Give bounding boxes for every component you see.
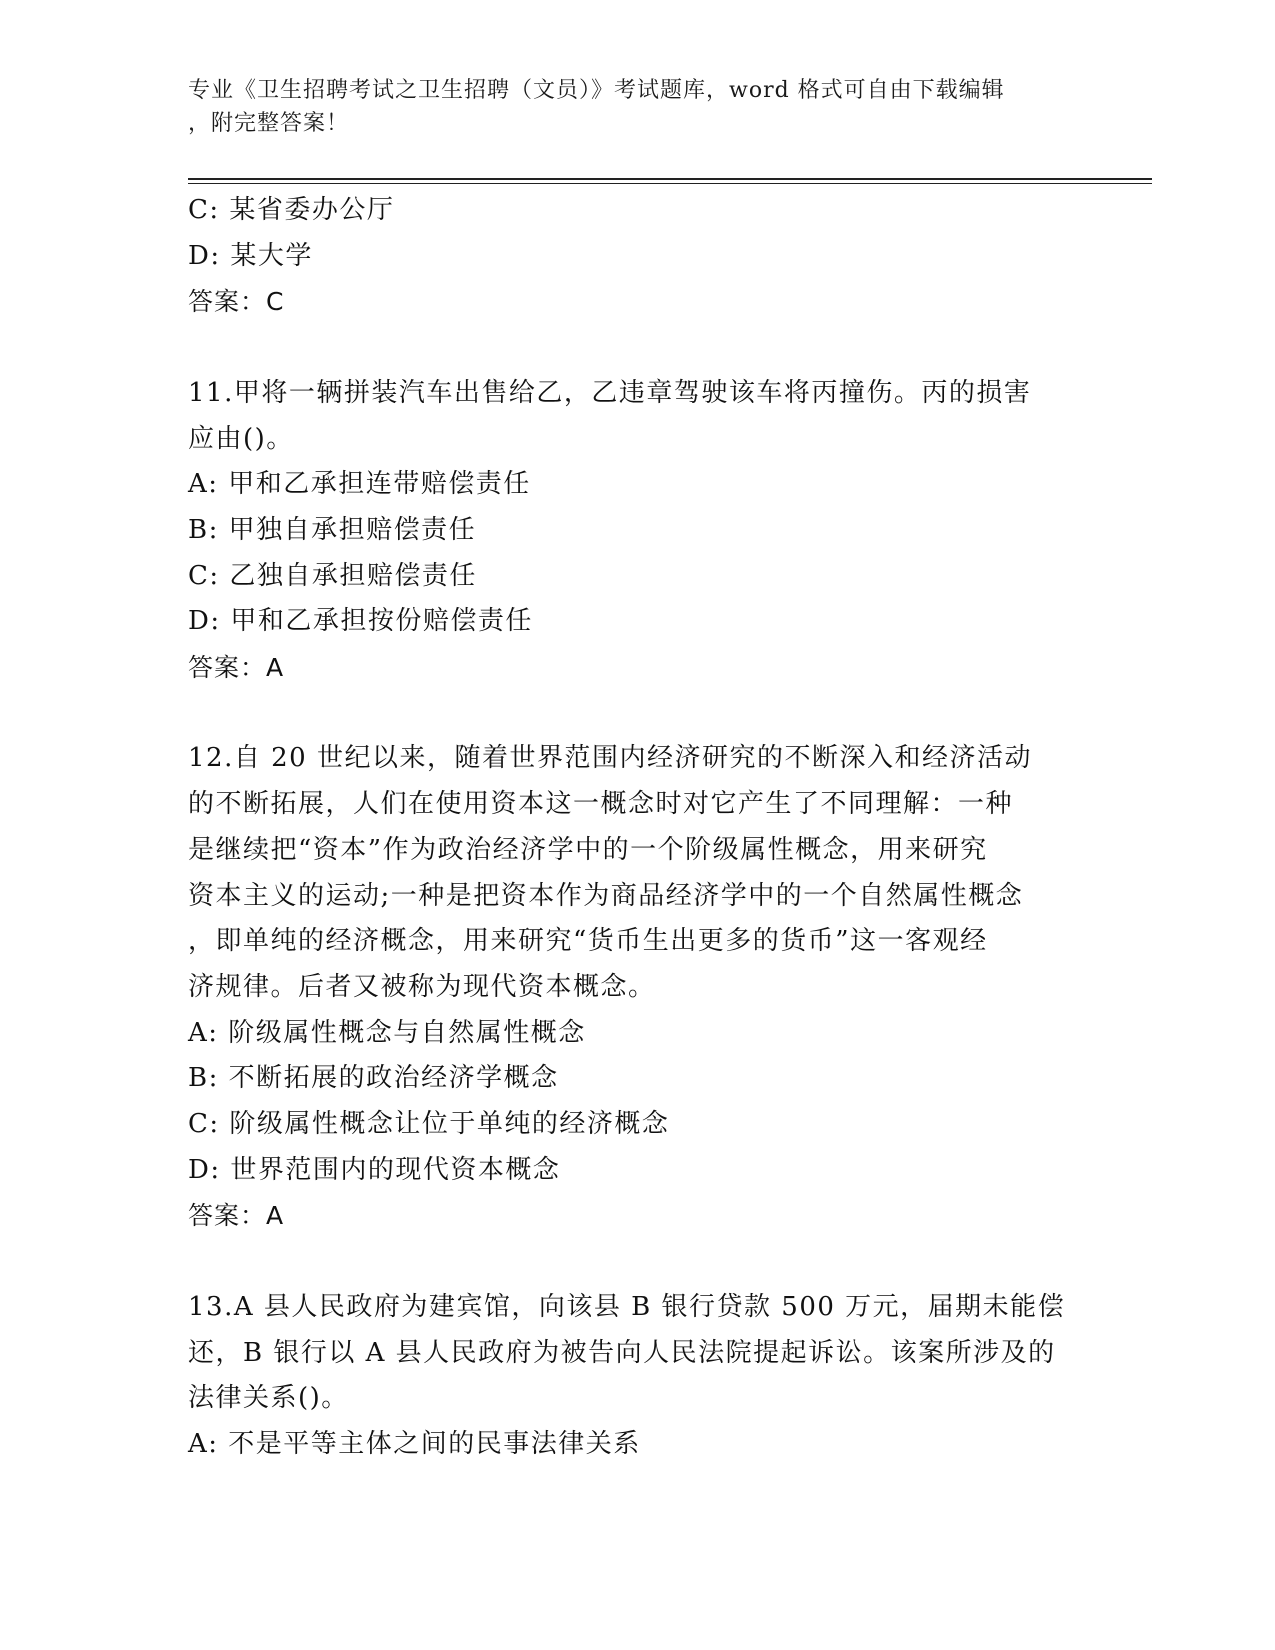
header-line-2: ，附完整答案！ [188, 111, 350, 136]
question-12 [188, 736, 1088, 1239]
option-a: A: 甲和乙承担连带赔偿责任 [188, 469, 531, 500]
spacer [188, 1239, 1088, 1285]
question-text-line: 济规律。后者又被称为现代资本概念。 [188, 971, 656, 1002]
document-header [188, 74, 1078, 140]
spacer [188, 325, 1088, 371]
question-text-line: 12.自 20 世纪以来，随着世界范围内经济研究的不断深入和经济活动 [188, 743, 1032, 774]
answer-label: 答案：A [188, 1201, 285, 1231]
header-divider-thick [188, 178, 1152, 180]
question-list [188, 188, 1088, 1468]
option-a: A: 不是平等主体之间的民事法律关系 [188, 1428, 641, 1459]
option-b: B: 甲独自承担赔偿责任 [188, 514, 477, 545]
option-c: C: 乙独自承担赔偿责任 [188, 560, 477, 591]
question-11 [188, 371, 1088, 691]
option-c: C: 某省委办公厅 [188, 195, 395, 225]
question-text-line: 的不断拓展，人们在使用资本这一概念时对它产生了不同理解：一种 [188, 789, 1014, 820]
question-text-line: 11.甲将一辆拼装汽车出售给乙，乙违章驾驶该车将丙撞伤。丙的损害 [188, 377, 1032, 408]
question-text-line: 应由()。 [188, 423, 294, 454]
question-text-line: 资本主义的运动;一种是把资本作为商品经济学中的一个自然属性概念 [188, 880, 1024, 911]
spacer [188, 691, 1088, 737]
question-text-line: 法律关系()。 [188, 1383, 349, 1414]
option-b: B: 不断拓展的政治经济学概念 [188, 1063, 559, 1094]
question-text-line: 13.A 县人民政府为建宾馆，向该县 B 银行贷款 500 万元，届期未能偿 [188, 1291, 1066, 1322]
option-a: A: 阶级属性概念与自然属性概念 [188, 1017, 586, 1048]
option-d: D: 某大学 [188, 240, 313, 271]
option-d: D: 世界范围内的现代资本概念 [188, 1154, 561, 1185]
option-d: D: 甲和乙承担按份赔偿责任 [188, 606, 533, 637]
question-text-line: ，即单纯的经济概念，用来研究“货币生出更多的货币”这一客观经 [188, 926, 988, 957]
answer-label: 答案：C [188, 287, 285, 317]
header-line-1: 专业《卫生招聘考试之卫生招聘（文员）》考试题库，word 格式可自由下载编辑 [188, 78, 1005, 103]
question-text-line: 还，B 银行以 A 县人民政府为被告向人民法院提起诉讼。该案所涉及的 [188, 1337, 1056, 1368]
header-divider-thin [188, 183, 1152, 184]
option-c: C: 阶级属性概念让位于单纯的经济概念 [188, 1109, 670, 1140]
question-10 [188, 188, 1088, 325]
answer-label: 答案：A [188, 653, 285, 683]
question-text-line: 是继续把“资本”作为政治经济学中的一个阶级属性概念，用来研究 [188, 834, 988, 865]
question-13 [188, 1285, 1088, 1468]
